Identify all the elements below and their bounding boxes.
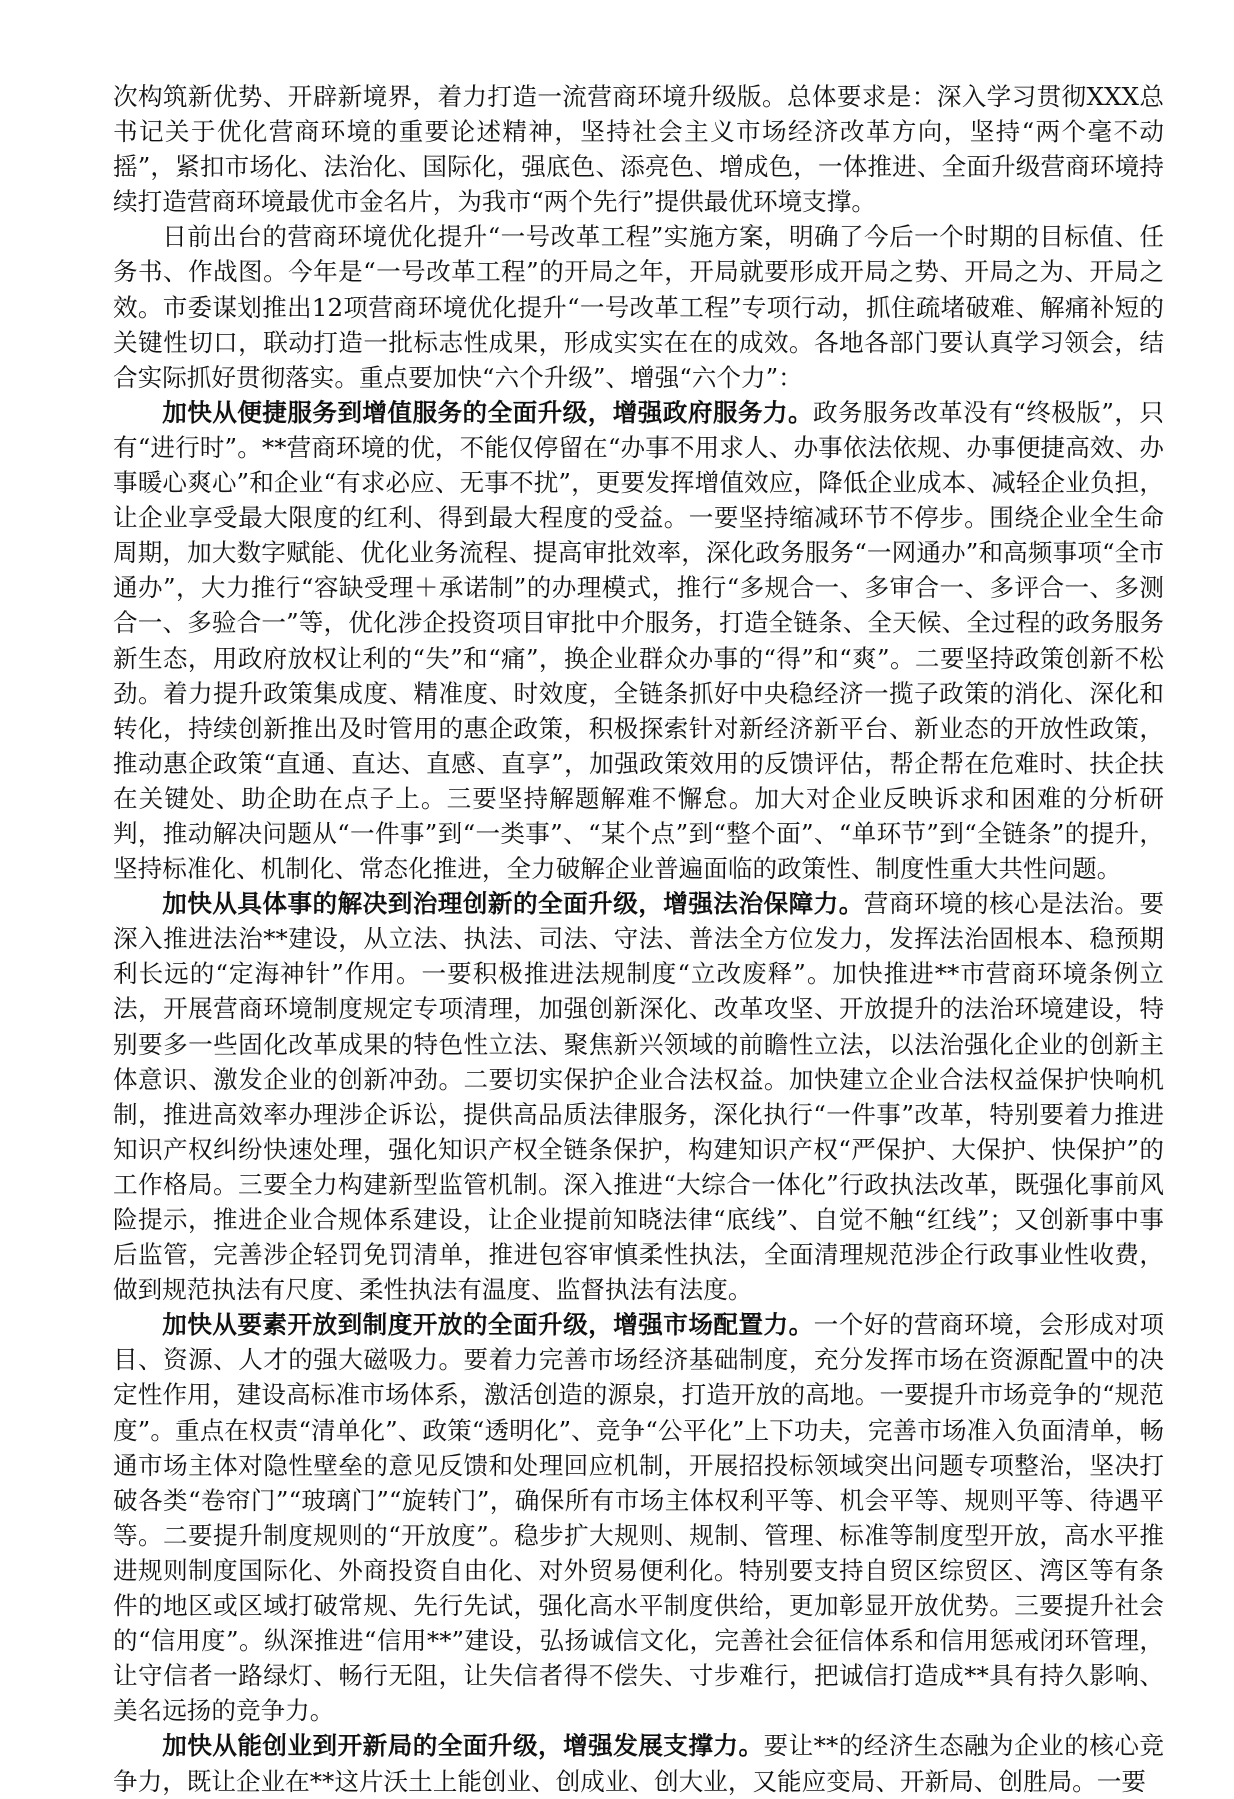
paragraph-body: 一个好的营商环境，会形成对项目、资源、人才的强大磁吸力。要着力完善市场经济基础制度，充分发挥市场在资源配置中的决定性作用，建设高标准市场体系，激活创造的源泉，打造开放的高地。一要提升市场竞争的“规范度”。重点在权责“清单化”、政策“透明化”、竞争“公平化”上下功夫，完善市场准入负面清单，畅通市场主体对隐性壁垒的意见反馈和处理回应机制，开展招投标领域突出问题专项整治，坚决打破各类“卷帘门”“玻璃门”“旋转门”，确保所有市场主体权利平等、机会平等、规则平等、待遇平等。二要提升制度规则的“开放度”。稳步扩大规则、规制、管理、标准等制度型开放，高水平推进规则制度国际化、外商投资自由化、对外贸易便利化。特别要支持自贸区综贸区、湾区等有条件的地区或区域打破常规、先行先试，强化高水平制度供给，更加彰显开放优势。三要提升社会的“信用度”。纵深推进“信用**”建设，弘扬诚信文化，完善社会征信体系和信用惩戒闭环管理，让守信者一路绿灯、畅行无阻，让失信者得不偿失、寸步难行，把诚信打造成**具有持久影响、美名远扬的竞争力。 <box>113 1310 1164 1726</box>
paragraph-body: 营商环境的核心是法治。要深入推进法治**建设，从立法、执法、司法、守法、普法全方位发力，发挥法治固根本、稳预期利长远的“定海神针”作用。一要积极推进法规制度“立改废释”。加快推进**市营商环境条例立法，开展营商环境制度规定专项清理，加强创新深化、改革攻坚、开放提升的法治环境建设，特别要多一些固化改革成果的特色性立法、聚焦新兴领域的前瞻性立法，以法治强化企业的创新主体意识、激发企业的创新冲劲。二要切实保护企业合法权益。加快建立企业合法权益保护快响机制，推进高效率办理涉企诉讼，提供高品质法律服务，深化执行“一件事”改革，特别要着力推进知识产权纠纷快速处理，强化知识产权全链条保护，构建知识产权“严保护、大保护、快保护”的工作格局。三要全力构建新型监管机制。深入推进“大综合一体化”行政执法改革，既强化事前风险提示，推进企业合规体系建设，让企业提前知晓法律“底线”、自觉不触“红线”；又创新事中事后监管，完善涉企轻罚免罚清单，推进包容审慎柔性执法，全面清理规范涉企行政事业性收费，做到规范执法有尺度、柔性执法有温度、监督执法有法度。 <box>113 889 1164 1305</box>
paragraph-development-support <box>113 1728 1164 1798</box>
paragraph-lead-heading: 加快从能创业到开新局的全面升级，增强发展支撑力。 <box>162 1731 764 1761</box>
paragraph-lead-heading: 加快从便捷服务到增值服务的全面升级，增强政府服务力。 <box>162 397 813 427</box>
paragraph-body: 政务服务改革没有“终极版”，只有“进行时”。**营商环境的优，不能仅停留在“办事不用求人、办事依法依规、办事便捷高效、办事暖心爽心”和企业“有求必应、无事不扰”，更要发挥增值效应，降低企业成本、减轻企业负担，让企业享受最大限度的红利、得到最大程度的受益。一要坚持缩减环节不停步。围绕企业全生命周期，加大数字赋能、优化业务流程、提高审批效率，深化政务服务“一网通办”和高频事项“全市通办”，大力推行“容缺受理＋承诺制”的办理模式，推行“多规合一、多审合一、多评合一、多测合一、多验合一”等，优化涉企投资项目审批中介服务，打造全链条、全天候、全过程的政务服务新生态，用政府放权让利的“失”和“痛”，换企业群众办事的“得”和“爽”。二要坚持政策创新不松劲。着力提升政策集成度、精准度、时效度，全链条抓好中央稳经济一揽子政策的消化、深化和转化，持续创新推出及时管用的惠企政策，积极探索针对新经济新平台、新业态的开放性政策，推动惠企政策“直通、直达、直感、直享”，加强政策效用的反馈评估，帮企帮在危难时、扶企扶在关键处、助企助在点子上。三要坚持解题解难不懈怠。加大对企业反映诉求和困难的分析研判，推动解决问题从“一件事”到“一类事”、“某个点”到“整个面”、“单环节”到“全链条”的提升，坚持标准化、机制化、常态化推进，全力破解企业普遍面临的政策性、制度性重大共性问题。 <box>113 397 1164 884</box>
document-page <box>113 0 1164 1799</box>
paragraph-lead-heading: 加快从具体事的解决到治理创新的全面升级，增强法治保障力。 <box>162 889 864 919</box>
paragraph-body: 次构筑新优势、开辟新境界，着力打造一流营商环境升级版。总体要求是：深入学习贯彻XXX总书记关于优化营商环境的重要论述精神，坚持社会主义市场经济改革方向，坚持“两个毫不动摇”，紧扣市场化、法治化、国际化，强底色、添亮色、增成色，一体推进、全面升级营商环境持续打造营商环境最优市金名片，为我市“两个先行”提供最优环境支撑。 <box>113 82 1164 217</box>
paragraph-body: 要让**的经济生态融为企业的核心竞争力，既让企业在**这片沃土上能创业、创成业、创大业，又能应变局、开新局、创胜局。一要 <box>113 1731 1164 1796</box>
paragraph-government-service <box>113 395 1164 886</box>
paragraph-body: 日前出台的营商环境优化提升“一号改革工程”实施方案，明确了今后一个时期的目标值、任务书、作战图。今年是“一号改革工程”的开局之年，开局就要形成开局之势、开局之为、开局之效。市委谋划推出12项营商环境优化提升“一号改革工程”专项行动，抓住疏堵破难、解痛补短的关键性切口，联动打造一批标志性成果，形成实实在在的成效。各地各部门要认真学习领会，结合实际抓好贯彻落实。重点要加快“六个升级”、增强“六个力”： <box>113 222 1164 392</box>
paragraph-implementation-plan <box>113 219 1164 394</box>
paragraph-market-allocation <box>113 1307 1164 1728</box>
paragraph-lead-heading: 加快从要素开放到制度开放的全面升级，增强市场配置力。 <box>162 1310 814 1340</box>
paragraph-intro-continued <box>113 79 1164 219</box>
paragraph-rule-of-law <box>113 886 1164 1307</box>
